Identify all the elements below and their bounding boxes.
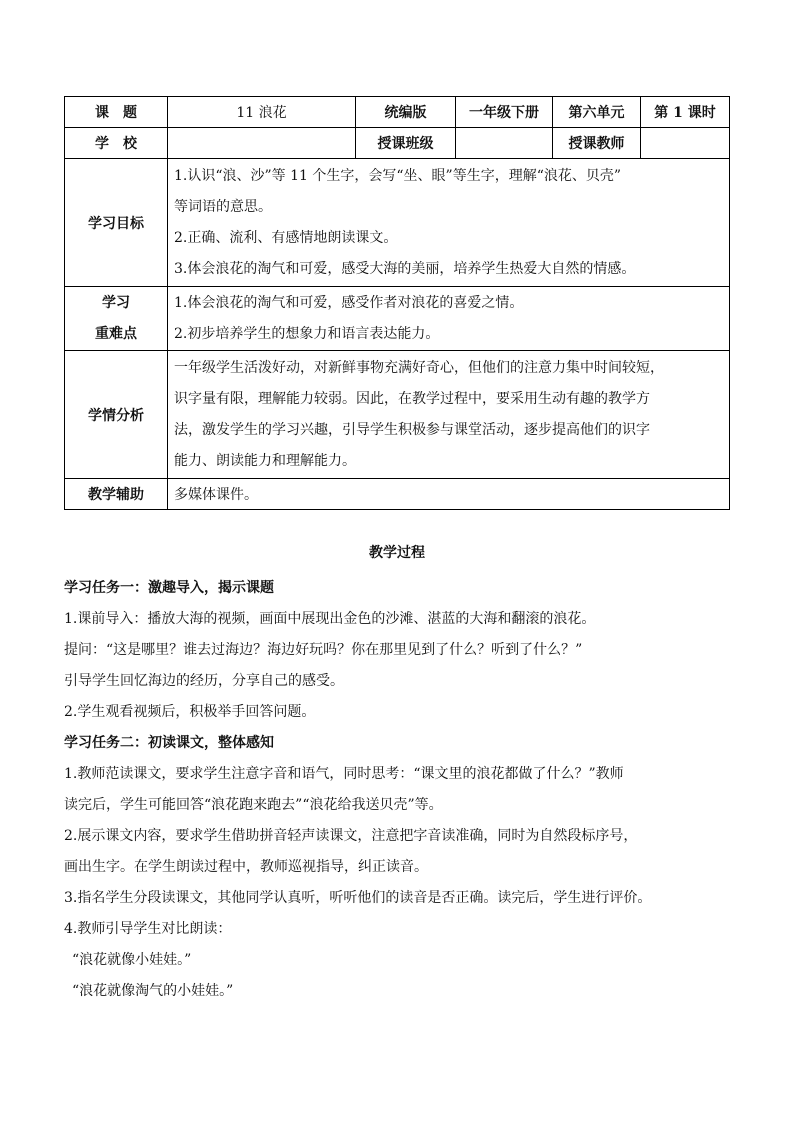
goals-line: 1.认识“浪、沙”等 11 个生字，会写“坐、眼”等生字，理解“浪花、贝壳” bbox=[174, 167, 622, 184]
section-title-process: 教学过程 bbox=[369, 545, 425, 561]
goals-line: 3.体会浪花的淘气和可爱，感受大海的美丽，培养学生热爱大自然的情感。 bbox=[174, 260, 636, 277]
label-difficulties-line1: 学习 bbox=[102, 294, 130, 311]
paragraph-line: 2.展示课文内容，要求学生借助拼音轻声读课文，注意把字音读准确，同时为自然段标序号， bbox=[64, 828, 638, 844]
goals-content bbox=[168, 159, 730, 287]
paragraph-line: 引导学生回忆海边的经历，分享自己的感受。 bbox=[64, 673, 344, 689]
analysis-content bbox=[168, 351, 730, 479]
edition: 统编版 bbox=[356, 97, 456, 128]
table-row-goals bbox=[65, 159, 730, 287]
paragraph-line: 读完后，学生可能回答“浪花跑来跑去”“浪花给我送贝壳”等。 bbox=[64, 797, 443, 813]
paragraph-line: 画出生字。在学生朗读过程中，教师巡视指导，纠正读音。 bbox=[64, 859, 428, 875]
paragraph-line: 1.教师范读课文，要求学生注意字音和语气，同时思考：“课文里的浪花都做了什么？”教师 bbox=[64, 766, 624, 782]
grade: 一年级下册 bbox=[456, 97, 553, 128]
analysis-line: 能力、朗读能力和理解能力。 bbox=[174, 452, 356, 469]
label-difficulties bbox=[65, 287, 168, 351]
label-class: 授课班级 bbox=[356, 128, 456, 159]
quote-line: “浪花就像小娃娃。” bbox=[72, 952, 192, 968]
analysis-line: 识字量有限，理解能力较弱。因此，在教学过程中，要采用生动有趣的教学方 bbox=[174, 390, 650, 407]
period: 第 1 课时 bbox=[641, 97, 730, 128]
table-row-school bbox=[65, 128, 730, 159]
paragraph-line: 3.指名学生分段读课文，其他同学认真听，听听他们的读音是否正确。读完后，学生进行评价。 bbox=[64, 890, 652, 906]
label-teacher: 授课教师 bbox=[553, 128, 641, 159]
class-value bbox=[456, 128, 553, 159]
table-row-aids bbox=[65, 479, 730, 510]
unit: 第六单元 bbox=[553, 97, 641, 128]
table-row-difficulties bbox=[65, 287, 730, 351]
label-aids: 教学辅助 bbox=[65, 479, 168, 510]
task-heading: 学习任务二：初读课文，整体感知 bbox=[64, 735, 274, 751]
label-goals: 学习目标 bbox=[65, 159, 168, 287]
lesson-info-table bbox=[64, 96, 730, 510]
paragraph-line: 提问：“这是哪里？谁去过海边？海边好玩吗？你在那里见到了什么？听到了什么？” bbox=[64, 642, 583, 658]
difficulties-content bbox=[168, 287, 730, 351]
label-school: 学 校 bbox=[65, 128, 168, 159]
table-row-analysis bbox=[65, 351, 730, 479]
difficulties-line: 2.初步培养学生的想象力和语言表达能力。 bbox=[174, 325, 440, 342]
aids-value: 多媒体课件。 bbox=[168, 479, 730, 510]
task-heading: 学习任务一：激趣导入，揭示课题 bbox=[64, 580, 274, 596]
goals-line: 2.正确、流利、有感情地朗读课文。 bbox=[174, 229, 398, 246]
paragraph-line: 2.学生观看视频后，积极举手回答问题。 bbox=[64, 704, 316, 720]
table-row-title bbox=[65, 97, 730, 128]
label-analysis: 学情分析 bbox=[65, 351, 168, 479]
paragraph-line: 1.课前导入：播放大海的视频，画面中展现出金色的沙滩、湛蓝的大海和翻滚的浪花。 bbox=[64, 611, 596, 627]
lesson-title: 11 浪花 bbox=[168, 97, 356, 128]
paragraph-line: 4.教师引导学生对比朗读： bbox=[64, 921, 232, 937]
quote-line: “浪花就像淘气的小娃娃。” bbox=[72, 983, 234, 999]
label-lesson-title: 课 题 bbox=[65, 97, 168, 128]
school-value bbox=[168, 128, 356, 159]
goals-line: 等词语的意思。 bbox=[174, 198, 272, 215]
teacher-value bbox=[641, 128, 730, 159]
label-difficulties-line2: 重难点 bbox=[95, 325, 137, 342]
analysis-line: 法，激发学生的学习兴趣，引导学生积极参与课堂活动，逐步提高他们的识字 bbox=[174, 421, 650, 438]
process-body bbox=[64, 573, 729, 1007]
difficulties-line: 1.体会浪花的淘气和可爱，感受作者对浪花的喜爱之情。 bbox=[174, 294, 524, 311]
analysis-line: 一年级学生活泼好动，对新鲜事物充满好奇心，但他们的注意力集中时间较短， bbox=[174, 359, 664, 376]
